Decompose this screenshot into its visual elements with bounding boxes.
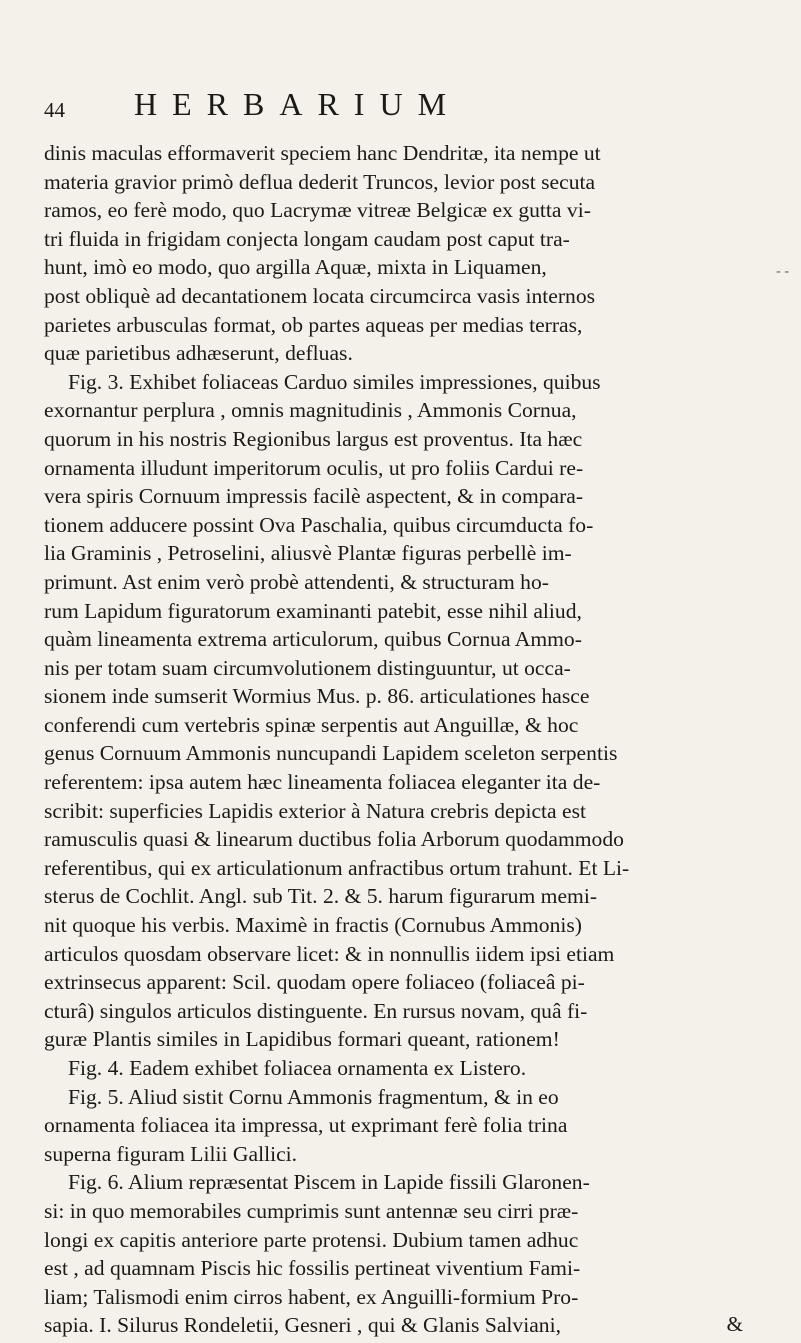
text-line: parietes arbusculas format, ob partes aqueas per medias terras, <box>44 312 583 337</box>
text-line: Fig. 6. Alium repræsentat Piscem in Lapide fissili Glaronen- <box>68 1170 590 1195</box>
text-line: Fig. 5. Aliud sistit Cornu Ammonis fragmentum, & in eo <box>68 1084 559 1109</box>
text-line: tionem adducere possint Ova Paschalia, quibus circumducta fo- <box>44 512 594 537</box>
text-line: hunt, imò eo modo, quo argilla Aquæ, mixta in Liquamen, <box>44 255 547 280</box>
text-line: dinis maculas efformaverit speciem hanc Dendritæ, ita nempe ut <box>44 141 601 165</box>
text-line: tri fluida in frigidam conjecta longam caudam post caput tra- <box>44 226 570 251</box>
text-line: est , ad quamnam Piscis hic fossilis pertineat viventium Fami- <box>44 1256 581 1281</box>
running-title: HERBARIUM <box>134 86 462 122</box>
text-line: quàm lineamenta extrema articulorum, quibus Cornua Ammo- <box>44 627 582 652</box>
text-line: Fig. 4. Eadem exhibet foliacea ornamenta ex Listero. <box>68 1056 527 1080</box>
text-line: lia Graminis , Petroselini, aliusvè Plantæ figuras perbellè im- <box>44 541 572 566</box>
text-line: rum Lapidum figuratorum examinanti patebit, esse nihil aliud, <box>44 598 582 623</box>
text-line: ornamenta illudunt imperitorum oculis, ut pro foliis Cardui re- <box>44 455 584 480</box>
text-line: referentibus, qui ex articulationum anfractibus ortum trahunt. Et Li- <box>44 855 630 880</box>
page-number: 44 <box>44 98 65 122</box>
text-line: ornamenta foliacea ita impressa, ut exprimant ferè folia trina <box>44 1113 568 1138</box>
text-line: genus Cornuum Ammonis nuncupandi Lapidem sceleton serpentis <box>44 741 618 766</box>
text-line: cturâ) singulos articulos distinguente. En rursus novam, quâ fi- <box>44 998 588 1023</box>
margin-mark: - - <box>776 264 789 279</box>
body-text <box>44 139 750 1340</box>
text-line: quæ parietibus adhæserunt, defluas. <box>44 341 353 366</box>
text-line: conferendi cum vertebris spinæ serpentis aut Anguillæ, & hoc <box>44 712 579 737</box>
text-line: liam; Talismodi enim cirros habent, ex Anguilli-formium Pro- <box>44 1284 579 1309</box>
text-line: ramos, eo ferè modo, quo Lacrymæ vitreæ Belgicæ ex gutta vi- <box>44 198 591 223</box>
text-line: guræ Plantis similes in Lapidibus formari queant, rationem! <box>44 1027 560 1052</box>
text-line: exornantur perplura , omnis magnitudinis , Ammonis Cornua, <box>44 398 577 423</box>
text-line: primunt. Ast enim verò probè attendenti, & structuram ho- <box>44 569 549 594</box>
text-line: scribit: superficies Lapidis exterior à Natura crebris depicta est <box>44 798 587 823</box>
text-line: articulos quosdam observare licet: & in nonnullis iidem ipsi etiam <box>44 941 615 966</box>
text-line: Fig. 3. Exhibet foliaceas Carduo similes impressiones, quibus <box>68 369 601 394</box>
text-line: nit quoque his verbis. Maximè in fractis (Cornubus Ammonis) <box>44 913 582 938</box>
text-line: nis per totam suam circumvolutionem distinguuntur, ut occa- <box>44 655 571 680</box>
text-line: ramusculis quasi & linearum ductibus folia Arborum quodammodo <box>44 827 624 852</box>
text-line: superna figuram Lilii Gallici. <box>44 1141 298 1166</box>
text-line: sterus de Cochlit. Angl. sub Tit. 2. & 5. harum figurarum memi- <box>44 884 598 909</box>
text-line: extrinsecus apparent: Scil. quodam opere foliaceo (foliaceâ pi- <box>44 970 585 995</box>
text-line: vera spiris Cornuum impressis facilè aspectent, & in compara- <box>44 484 584 509</box>
page-header <box>44 86 744 126</box>
text-line: sapia. I. Silurus Rondeletii, Gesneri , qui & Glanis Salviani, <box>44 1313 561 1338</box>
text-line: quorum in his nostris Regionibus largus est proventus. Ita hæc <box>44 426 583 451</box>
text-line: post obliquè ad decantationem locata circumcirca vasis internos <box>44 283 596 308</box>
text-line: longi ex capitis anteriore parte protensi. Dubium tamen adhuc <box>44 1227 579 1252</box>
text-line: referentem: ipsa autem hæc lineamenta foliacea eleganter ita de- <box>44 770 601 795</box>
text-line: si: in quo memorabiles cumprimis sunt antennæ seu cirri præ- <box>44 1198 579 1223</box>
catchword: & <box>726 1312 743 1336</box>
text-line: materia gravior primò deflua dederit Truncos, levior post secuta <box>44 169 596 194</box>
text-line: sionem inde sumserit Wormius Mus. p. 86. articulationes hasce <box>44 684 590 709</box>
